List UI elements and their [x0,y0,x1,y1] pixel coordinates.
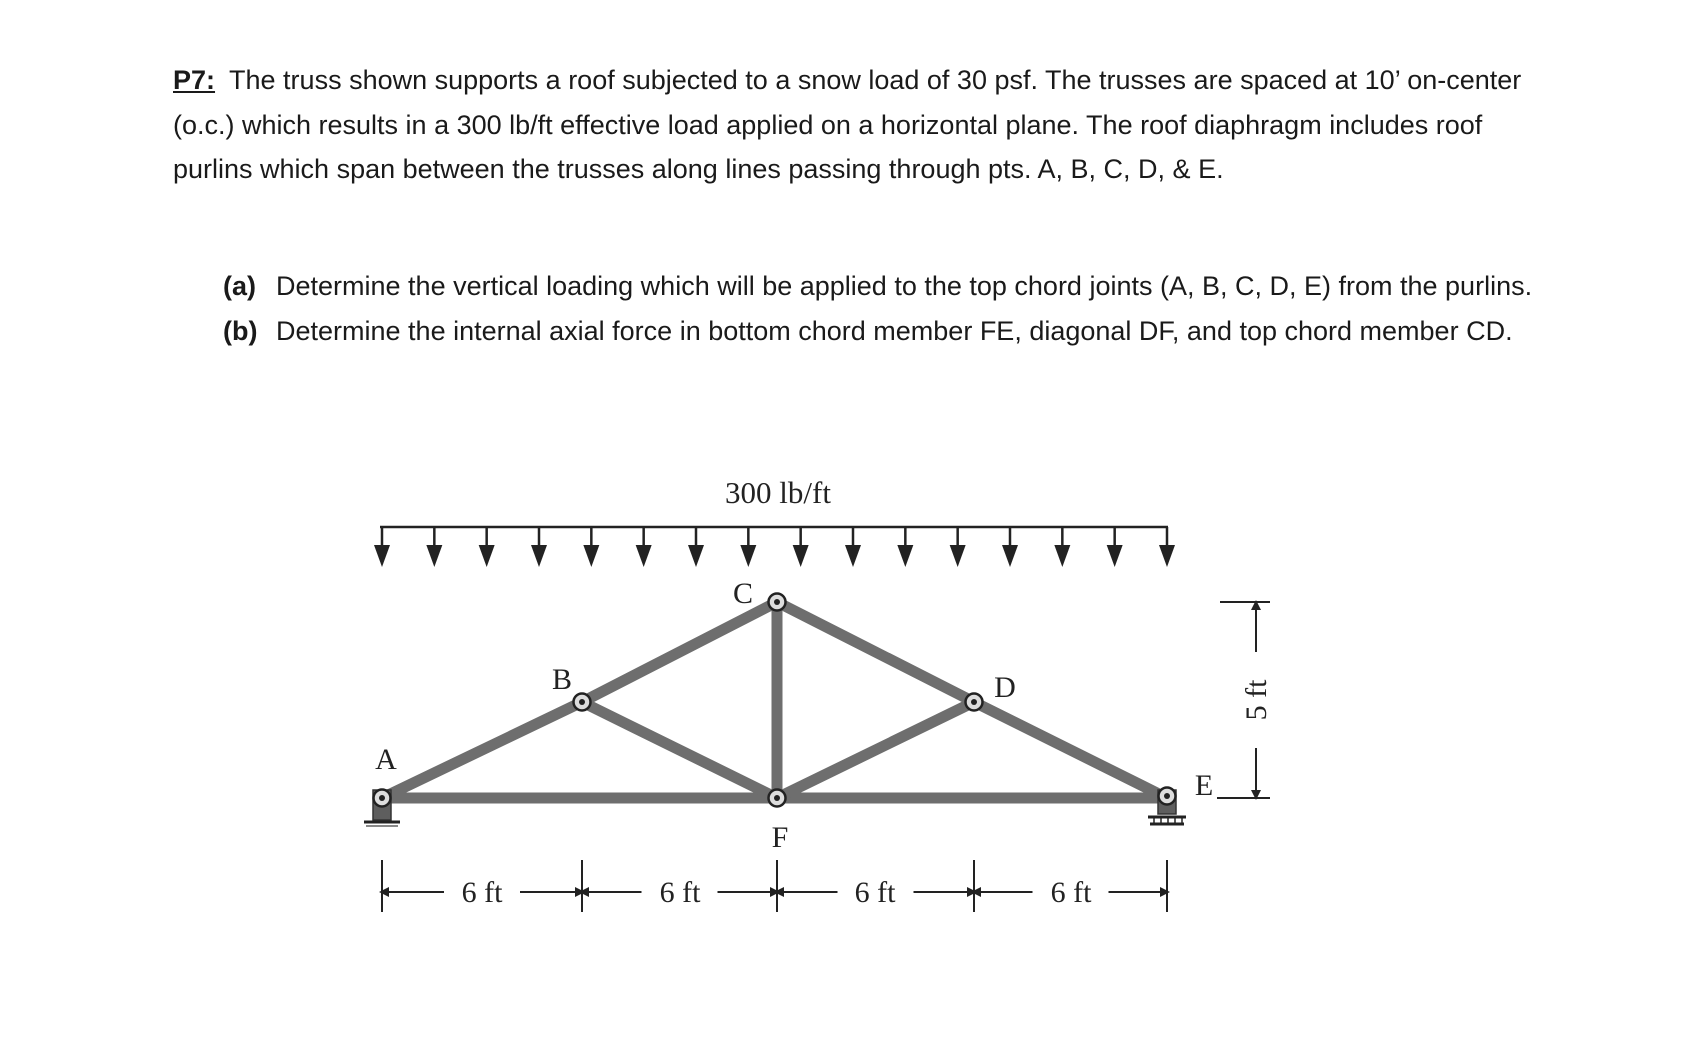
problem-tag: P7: [173,65,216,95]
part-a-label: (a) [223,271,256,301]
load-arrow-head [636,545,652,567]
joint-E-pin [1159,788,1176,805]
load-arrow-head [740,545,756,567]
member-BC [582,602,777,702]
load-arrow-head [688,545,704,567]
label-joint-B: B [551,663,573,696]
part-a-text: Determine the vertical loading which will be applied to the top chord joints (A, B, C, D, E) from the purlins. [276,271,1533,301]
member-DE [974,702,1167,798]
load-arrow-head [1002,545,1018,567]
part-b-label: (b) [223,315,258,346]
load-arrow-head [1054,545,1070,567]
member-BF [582,702,777,798]
load-label: 300 lb/ft [725,475,831,510]
load-arrow-head [531,545,547,567]
span-label-2: 6 ft [659,876,701,909]
joint-C-pin [769,594,786,611]
member-DF [777,702,974,798]
label-joint-D: D [994,671,1016,704]
label-joint-F: F [771,821,789,854]
span-label-3: 6 ft [854,876,896,909]
load-arrow-head [374,545,390,567]
label-joint-C: C [732,577,754,610]
joint-B-pin [574,694,591,711]
height-label: 5 ft [1240,679,1273,721]
joint-F-pin [769,790,786,807]
load-arrow-head [479,545,495,567]
load-arrow-head [950,545,966,567]
load-arrow-head [426,545,442,567]
joint-A-pin [374,790,391,807]
load-arrow-head [845,545,861,567]
load-arrow-head [1159,545,1175,567]
problem-text: The truss shown supports a roof subjected to a snow load of 30 psf. The trusses are spaced at 10’ on-center (o.c.) which results in a 300 lb/ft effective load applied on a horizontal plane. The roof diaphragm includes roof purlins which span between the trusses along lines passing through pts. A, B, C, D, & E. [173,65,1522,184]
label-joint-A: A [375,743,397,776]
load-arrow-head [793,545,809,567]
joint-D-pin [966,694,983,711]
member-CD [777,602,974,702]
label-joint-E: E [1194,769,1214,802]
member-AB [382,702,582,798]
load-arrow-head [583,545,599,567]
truss-members [382,602,1167,798]
span-label-4: 6 ft [1050,876,1092,909]
part-b-text: Determine the internal axial force in bottom chord member FE, diagonal DF, and top chord member CD. [276,315,1513,346]
load-arrow-head [897,545,913,567]
load-arrow-head [1107,545,1123,567]
span-label-1: 6 ft [461,876,503,909]
load-arrows [374,527,1175,567]
